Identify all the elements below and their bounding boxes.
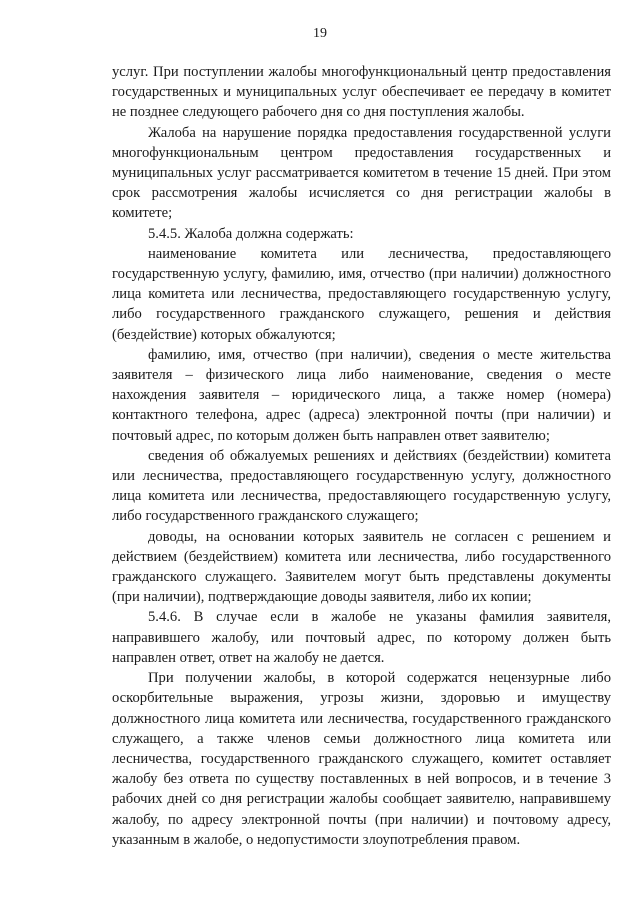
paragraph-appealed-decisions: сведения об обжалуемых решениях и действиях (бездействии) комитета или лесничества, предоставляющего государственную услугу, должностного лица комитета или лесничества, предоставляющего государственную услугу, либо государственного гражданского служащего; bbox=[112, 447, 611, 525]
paragraph-arguments: доводы, на основании которых заявитель не согласен с решением и действием (бездействием) комитета или лесничества, либо государственного гражданского служащего. Заявителем могут быть представлены документы (при наличии), подтверждающие доводы заявителя, либо их копии; bbox=[112, 528, 611, 606]
document-body bbox=[112, 62, 611, 850]
paragraph-applicant-details: фамилию, имя, отчество (при наличии), сведения о месте жительства заявителя – физического лица либо наименование, сведения о месте нахождения заявителя – юридического лица, а также номер (номера) контактного телефона, адрес (адреса) электронной почты (при наличии) и почтовый адрес, по которым должен быть направлен ответ заявителю; bbox=[112, 346, 611, 444]
paragraph-committee-name: наименование комитета или лесничества, предоставляющего государственную услугу, фамилию, имя, отчество (при наличии) должностного лица комитета или лесничества, предоставляющего государственную услугу, либо государственного гражданского служащего, решения и действия (бездействие) которых обжалуются; bbox=[112, 245, 611, 343]
page-number: 19 bbox=[313, 26, 327, 41]
paragraph-obscene-complaint: При получении жалобы, в которой содержатся нецензурные либо оскорбительные выражения, угрозы жизни, здоровью и имуществу должностного лица комитета или лесничества, государственного гражданского служащего, а также членов семьи должностного лица комитета или лесничества, государственного гражданского служащего, комитет оставляет жалобу без ответа по существу поставленных в ней вопросов, и в течение 3 рабочих дней со дня регистрации жалобы сообщает заявителю, направившему жалобу, по адресу электронной почты (при наличии) и почтовому адресу, указанным в жалобе, о недопустимости злоупотребления правом. bbox=[112, 670, 611, 848]
paragraph-clause-5-4-5: 5.4.5. Жалоба должна содержать: bbox=[148, 225, 354, 242]
paragraph-review-period: Жалоба на нарушение порядка предоставления государственной услуги многофункциональным центром предоставления государственных и муниципальных услуг рассматривается комитетом в течение 15 дней. При этом срок рассмотрения жалобы исчисляется со дня регистрации жалобы в комитете; bbox=[112, 124, 611, 222]
paragraph-services-transfer: услуг. При поступлении жалобы многофункциональный центр предоставления государственных и муниципальных услуг обеспечивает ее передачу в комитет не позднее следующего рабочего дня со дня поступления жалобы. bbox=[112, 64, 611, 121]
paragraph-clause-5-4-6: 5.4.6. В случае если в жалобе не указаны фамилия заявителя, направившего жалобу, или почтовый адрес, по которому должен быть направлен ответ, ответ на жалобу не дается. bbox=[112, 609, 611, 666]
